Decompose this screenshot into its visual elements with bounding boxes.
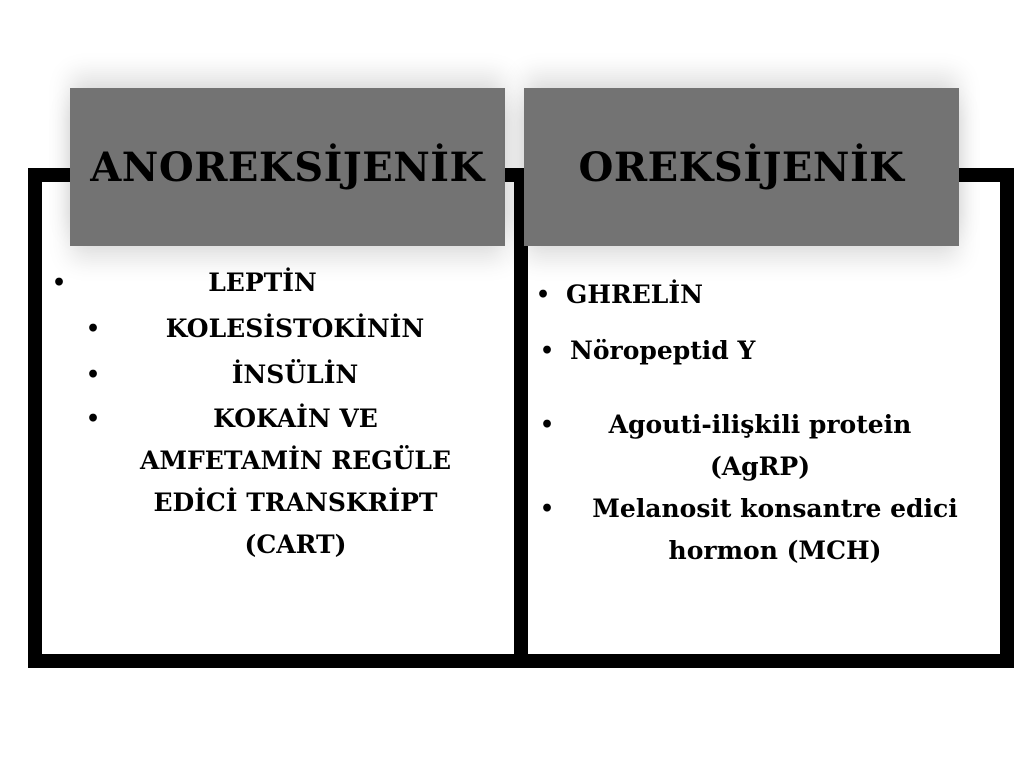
bullet-icon: •: [536, 282, 551, 308]
right-header-title: OREKSİJENİK: [578, 143, 905, 191]
bullet-icon: •: [86, 406, 101, 432]
bullet-icon: •: [86, 316, 101, 342]
left-item-insulin: İNSÜLİN: [231, 360, 359, 389]
right-header: [524, 88, 959, 246]
bullet-icon: •: [52, 270, 67, 296]
left-item-cart: KOKAİN VE AMFETAMİN REGÜLE EDİCİ TRANSKRİPT (CART): [139, 404, 452, 559]
bullet-icon: •: [86, 362, 101, 388]
bullet-icon: •: [540, 496, 555, 522]
right-item-mch: Melanosit konsantre edici hormon (MCH): [592, 494, 958, 565]
left-header-title: ANOREKSİJENİK: [90, 143, 485, 191]
bullet-icon: •: [540, 412, 555, 438]
right-item-agrp: Agouti-ilişkili protein (AgRP): [608, 410, 912, 481]
right-item-ghrelin: GHRELİN: [566, 280, 703, 309]
left-header: [70, 88, 505, 246]
left-item-leptin: LEPTİN: [208, 268, 317, 297]
right-item-noropeptid-y: Nöropeptid Y: [570, 336, 756, 365]
left-item-kolesistokinin: KOLESİSTOKİNİN: [165, 314, 425, 343]
bullet-icon: •: [540, 338, 555, 364]
